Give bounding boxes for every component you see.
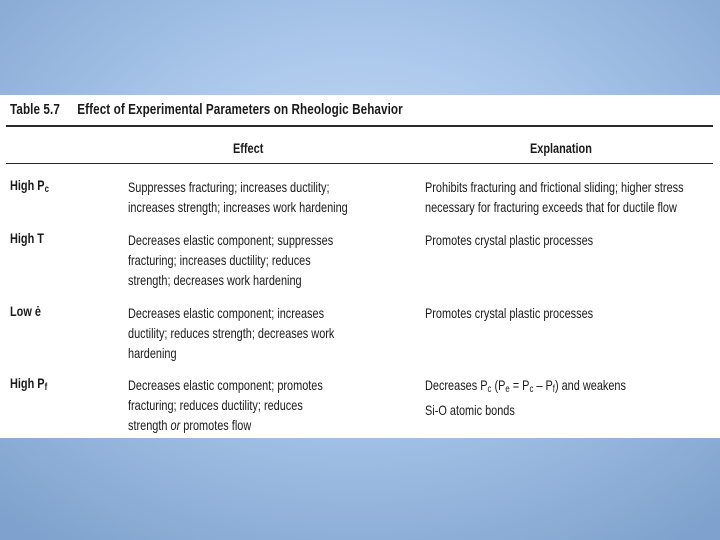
explanation-line: Promotes crystal plastic processes [425,232,594,248]
explanation-line: necessary for fracturing exceeds that for ductile flow [425,199,677,215]
effect-line: Decreases elastic component; increases [128,305,325,321]
row-label-low-strain-rate [10,303,41,319]
row-label-high-pc [10,177,49,195]
effect-line: Decreases elastic component; suppresses [128,232,334,248]
explanation-line: Prohibits fracturing and frictional sliding; higher stress [425,179,684,195]
top-rule [6,125,713,127]
row-label-text: High P [10,177,45,193]
column-header-effect: Effect [233,140,264,156]
effect-line: Decreases elastic component; promotes [128,377,323,393]
row-label-subscript: f [44,382,48,393]
effect-italic-text: or [170,417,181,433]
table-panel [0,95,720,438]
effect-line: increases strength; increases work hardening [128,199,348,215]
explanation-text: ) and weakens [554,377,626,393]
table-caption: Effect of Experimental Parameters on Rheologic Behavior [77,101,403,118]
explanation-cell-high-t [425,230,593,250]
explanation-text: – P [533,377,553,393]
effect-cell-high-pc [128,177,348,217]
effect-line: hardening [128,345,177,361]
explanation-cell-high-pc [425,177,684,217]
explanation-cell-low-strain-rate [425,303,593,323]
row-label-high-pf [10,375,47,393]
table-number: Table 5.7 [10,101,60,118]
explanation-text: Decreases P [425,377,488,393]
effect-text: promotes flow [180,417,252,433]
table-title [10,101,403,118]
explanation-text: = P [509,377,530,393]
effect-text: strength [128,417,171,433]
effect-cell-high-pf [128,375,323,435]
column-header-explanation: Explanation [530,140,592,156]
row-label-text: Low ė [10,303,41,319]
explanation-subscript: e [505,384,510,395]
explanation-subscript: f [552,384,555,395]
effect-line-mixed [128,415,323,435]
row-label-text: High P [10,375,45,391]
explanation-line: Si-O atomic bonds [425,402,515,418]
effect-line: ductility; reduces strength; decreases work [128,325,335,341]
effect-cell-low-strain-rate [128,303,334,363]
effect-cell-high-t [128,230,333,290]
row-label-high-t [10,230,44,246]
effect-line: Suppresses fracturing; increases ductility; [128,179,330,195]
effect-line: fracturing; increases ductility; reduces [128,252,311,268]
header-rule [6,163,713,164]
row-label-subscript: c [44,184,49,195]
effect-line: fracturing; reduces ductility; reduces [128,397,303,413]
explanation-text: (P [491,377,506,393]
explanation-line: Promotes crystal plastic processes [425,305,594,321]
effect-line: strength; decreases work hardening [128,272,302,288]
row-label-text: High T [10,230,44,246]
explanation-cell-high-pf [425,375,626,420]
explanation-subscript: c [529,384,534,395]
explanation-subscript: c [487,384,492,395]
explanation-line-mixed [425,375,626,400]
